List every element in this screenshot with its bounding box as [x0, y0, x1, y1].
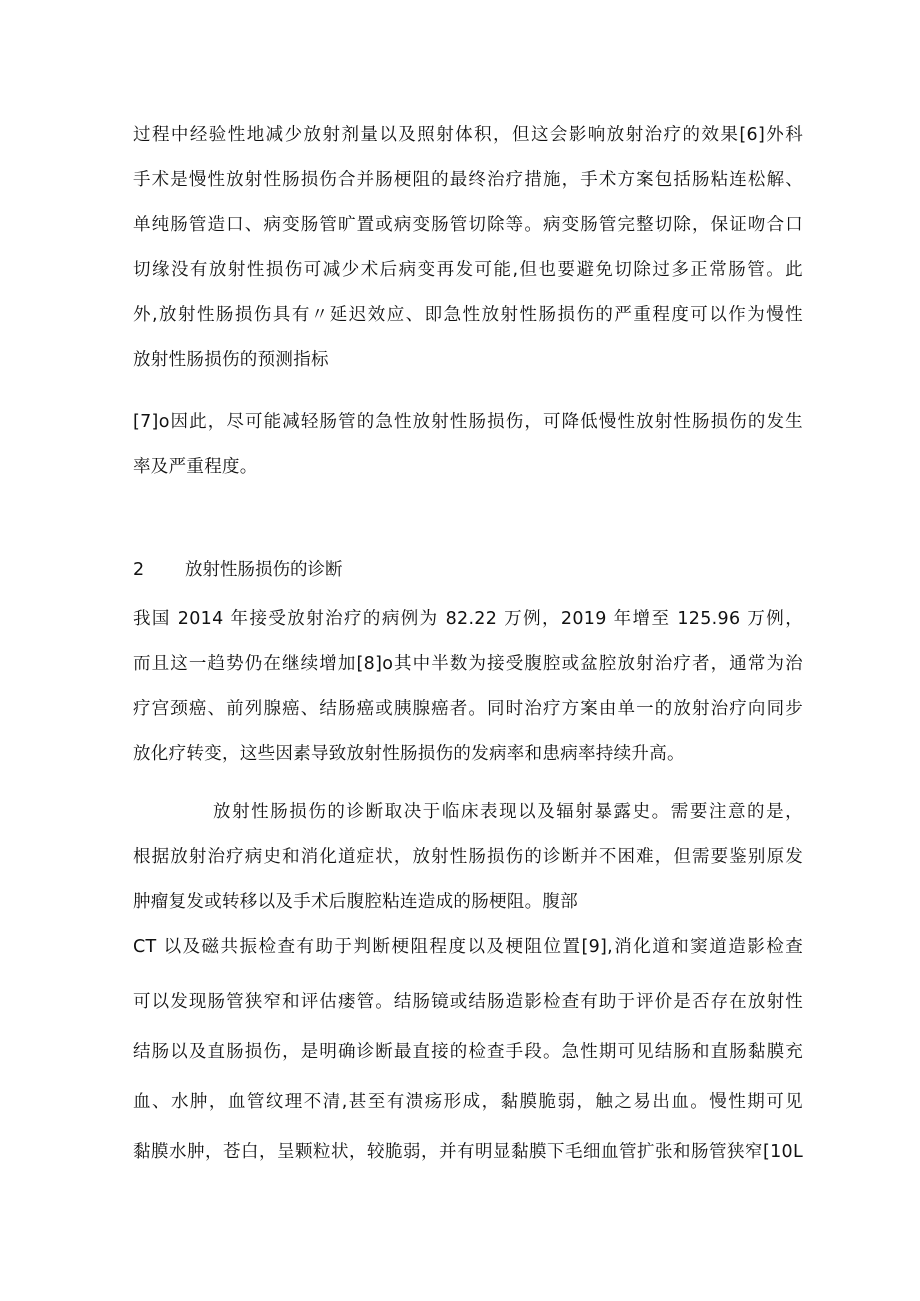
paragraph-1-line-6: 放射性肠损伤的预测指标	[133, 350, 329, 370]
paragraph-1-line-8: 率及严重程度。	[133, 457, 258, 477]
section-title: 放射性肠损伤的诊断	[185, 560, 343, 580]
paragraph-3-line-6: 结肠以及直肠损伤，是明确诊断最直接的检查手段。急性期可见结肠和直肠黏膜充	[133, 1042, 803, 1062]
paragraph-3-line-3: 肿瘤复发或转移以及手术后腹腔粘连造成的肠梗阻。腹部	[133, 892, 578, 912]
paragraph-3-line-5: 可以发现肠管狭窄和评估瘘管。结肠镜或结肠造影检查有助于评价是否存在放射性	[133, 992, 803, 1012]
paragraph-3-line-4: CT 以及磁共振检查有助于判断梗阻程度以及梗阻位置[9],消化道和窦道造影检查	[133, 937, 803, 957]
paragraph-3-line-2: 根据放射治疗病史和消化道症状，放射性肠损伤的诊断并不困难，但需要鉴别原发	[133, 847, 803, 867]
paragraph-1-line-2: 手术是慢性放射性肠损伤合并肠梗阻的最终治疗措施，手术方案包括肠粘连松解、	[133, 170, 803, 190]
paragraph-1-line-4: 切缘没有放射性损伤可减少术后病变再发可能,但也要避免切除过多正常肠管。此	[133, 260, 803, 280]
section-number: 2	[133, 560, 145, 580]
paragraph-2-line-4: 放化疗转变，这些因素导致放射性肠损伤的发病率和患病率持续升高。	[133, 744, 685, 764]
paragraph-1-line-3: 单纯肠管造口、病变肠管旷置或病变肠管切除等。病变肠管完整切除，保证吻合口	[133, 215, 803, 235]
paragraph-2-line-3: 疗宫颈癌、前列腺癌、结肠癌或胰腺癌者。同时治疗方案由单一的放射治疗向同步	[133, 699, 803, 719]
paragraph-3-line-7: 血、水肿，血管纹理不清,甚至有溃疡形成，黏膜脆弱，触之易出血。慢性期可见	[133, 1092, 803, 1112]
paragraph-3-line-1: 放射性肠损伤的诊断取决于临床表现以及辐射暴露史。需要注意的是，	[213, 802, 803, 822]
paragraph-2-line-1: 我国 2014 年接受放射治疗的病例为 82.22 万例，2019 年增至 125.96 万例，	[133, 609, 803, 629]
paragraph-1-line-7: [7]o因此，尽可能减轻肠管的急性放射性肠损伤，可降低慢性放射性肠损伤的发生	[133, 412, 803, 432]
paragraph-1-line-5: 外,放射性肠损伤具有〃延迟效应、即急性放射性肠损伤的严重程度可以作为慢性	[133, 305, 803, 325]
paragraph-3-line-8: 黏膜水肿，苍白，呈颗粒状，较脆弱，并有明显黏膜下毛细血管扩张和肠管狭窄[10L	[133, 1142, 803, 1162]
paragraph-1-line-1: 过程中经验性地减少放射剂量以及照射体积，但这会影响放射治疗的效果[6]外科	[133, 125, 803, 145]
paragraph-2-line-2: 而且这一趋势仍在继续增加[8]o其中半数为接受腹腔或盆腔放射治疗者，通常为治	[133, 654, 803, 674]
